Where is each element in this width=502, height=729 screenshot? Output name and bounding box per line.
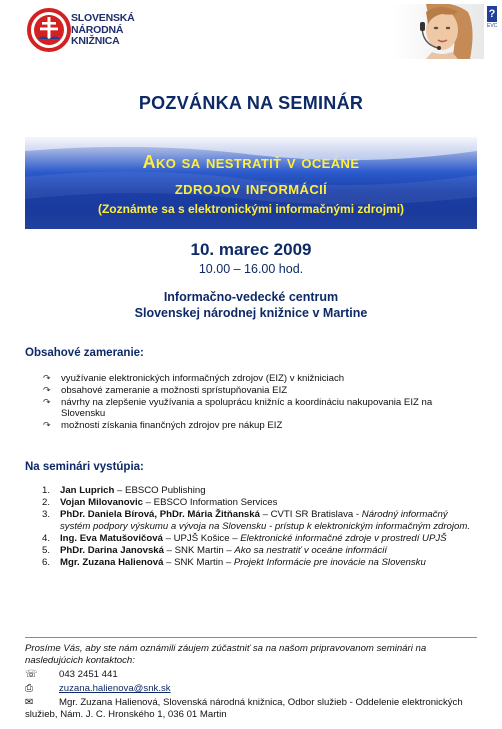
fax-icon: ⎙ (25, 683, 33, 694)
side-badge (487, 6, 499, 36)
banner-subtitle: (Zoznámte sa s elektronickými informačnými zdrojmi) (97, 202, 405, 216)
arrow-bullet-icon: ↷ (43, 384, 51, 395)
list-item: ↷ návrhy na zlepšenie využívania a spoluprácu knižníc a koordináciu nakupovania EIZ na Slovensku (43, 396, 433, 420)
focus-list (43, 373, 473, 432)
event-time: 10.00 – 16.00 hod. (198, 262, 304, 276)
email-link[interactable]: zuzana.halienova@snk.sk (59, 683, 171, 694)
speaker-item: 3. PhDr. Daniela Bírová, PhDr. Mária Žitňanská – CVTI SR Bratislava - Národný informačný systém podpory výskumu a vývoja na Slovensku - prístup k elektronickým informačným zdrojom. (42, 509, 471, 532)
event-date: 10. marec 2009 (190, 240, 312, 259)
envelope-icon: ✉ (25, 697, 34, 708)
speaker-item: 1. Jan Luprich – EBSCO Publishing (42, 485, 206, 496)
list-item: ↷ možnosti získania finančných zdrojov pre nákup EIZ (43, 420, 283, 432)
contact-address: ✉ Mgr. Zuzana Halienová, Slovenská národná knižnica, Odbor služieb - Oddelenie elektronických služieb, Nám. J. C. Hronského 1, 036 01 Martin (25, 697, 463, 720)
side-badge-text: EVC (487, 23, 498, 29)
banner-title-line2: zdrojov informácií (174, 178, 328, 198)
speaker-item: 4. Ing. Eva Matušovičová – UPJŠ Košice – Elektronické informačné zdroje v prostredí UPJŠ (42, 533, 447, 544)
footer-intro: Prosíme Vás, aby ste nám oznámili záujem zúčastniť sa na našom pripravovanom seminári na nasledujúcich kontaktoch: (25, 643, 427, 666)
arrow-bullet-icon: ↷ (43, 373, 51, 383)
seminar-banner (25, 137, 477, 229)
footer-divider (25, 637, 477, 638)
arrow-bullet-icon: ↷ (43, 420, 51, 431)
headset-operator-photo (392, 4, 484, 59)
speakers-list (42, 485, 477, 569)
speaker-item: 6. Mgr. Zuzana Halienová – SNK Martin – Projekt Informácie pre inovácie na Slovensku (42, 557, 426, 568)
contact-phone: ☏ 043 2451 441 (25, 669, 118, 680)
arrow-bullet-icon: ↷ (43, 396, 51, 407)
speaker-item: 2. Vojan Milovanovic – EBSCO Information Services (42, 497, 278, 508)
speaker-item: 5. PhDr. Darina Janovská – SNK Martin – Ako sa nestratiť v oceáne informácií (42, 545, 388, 556)
list-item: ↷ obsahové zameranie a možnosti sprístupňovania EIZ (43, 384, 288, 396)
logo-text: SLOVENSKÁ NÁRODNÁ KNIŽNICA (71, 12, 135, 47)
venue-line2: Slovenskej národnej knižnice v Martine (134, 306, 368, 320)
library-logo (27, 8, 137, 60)
focus-heading: Obsahové zameranie: (25, 347, 144, 359)
double-cross-emblem-icon (27, 8, 71, 52)
speakers-heading: Na seminári vystúpia: (25, 461, 144, 473)
contact-email (25, 683, 225, 695)
phone-icon: ☏ (25, 669, 38, 680)
question-mark-icon: ? (488, 8, 496, 20)
banner-title-line1: Ako sa nestratiť v oceáne (142, 152, 360, 172)
venue-line1: Informačno-vedecké centrum (163, 290, 339, 304)
list-item: ↷ využívanie elektronických informačných zdrojov (EIZ) v knižniciach (43, 373, 345, 384)
invitation-title: POZVÁNKA NA SEMINÁR (138, 93, 364, 113)
